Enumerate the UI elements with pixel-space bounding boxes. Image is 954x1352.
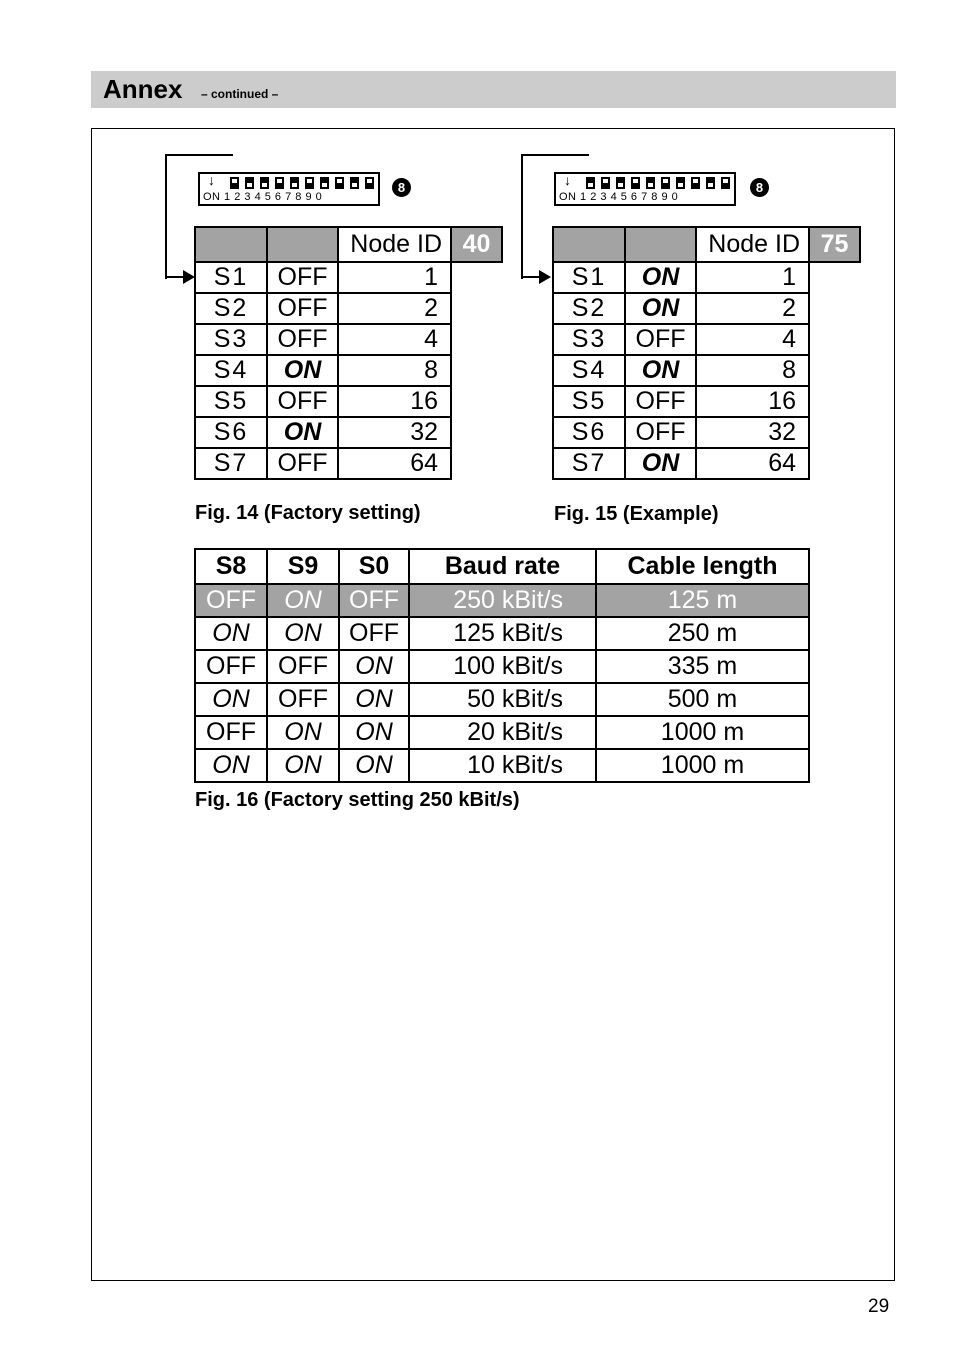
table-row: [553, 262, 860, 293]
dip-toggle: [646, 177, 655, 189]
s8-cell: ON: [195, 617, 267, 650]
s9-cell: ON: [267, 617, 339, 650]
cable-cell: 1000 m: [596, 716, 809, 749]
value-cell: 8: [338, 355, 451, 386]
arrow-right-icon: [539, 270, 551, 284]
s9-cell: ON: [267, 716, 339, 749]
table-row: [195, 355, 502, 386]
header-cell: [625, 227, 696, 262]
dip-toggle: [601, 177, 610, 189]
fig15-caption: Fig. 15 (Example): [554, 503, 719, 525]
header-cell: [195, 227, 267, 262]
header-s8: S8: [195, 549, 267, 584]
switch-cell: S6: [553, 417, 625, 448]
state-cell: OFF: [625, 386, 696, 417]
dip-toggle: [260, 177, 269, 189]
header-cable-length: Cable length: [596, 549, 809, 584]
table-row-highlighted: [195, 584, 809, 617]
switch-cell: S1: [195, 262, 267, 293]
dip-toggle: [335, 177, 344, 189]
table-row: [195, 262, 502, 293]
state-cell: OFF: [267, 262, 338, 293]
fig16-table: [194, 548, 810, 783]
arrow-down-icon: ↓: [208, 172, 215, 188]
dip-toggle: [691, 177, 700, 189]
dip-toggle: [721, 177, 730, 189]
section-subtitle: – continued –: [201, 87, 279, 101]
badge-8-icon: 8: [392, 178, 411, 197]
s9-cell: ON: [267, 584, 339, 617]
table-row: [553, 448, 860, 479]
state-cell: ON: [625, 262, 696, 293]
table-row: [553, 355, 860, 386]
s9-cell: OFF: [267, 683, 339, 716]
value-cell: 32: [338, 417, 451, 448]
dip-toggle: [290, 177, 299, 189]
dip-toggle: [275, 177, 284, 189]
state-cell: OFF: [625, 417, 696, 448]
table-row: [195, 293, 502, 324]
section-header: [91, 71, 896, 108]
switch-cell: S2: [553, 293, 625, 324]
value-cell: 64: [338, 448, 451, 479]
state-cell: OFF: [267, 448, 338, 479]
connector-line: [521, 276, 541, 278]
state-cell: ON: [267, 417, 338, 448]
table-row: [195, 386, 502, 417]
value-cell: 16: [696, 386, 809, 417]
cable-cell: 1000 m: [596, 749, 809, 782]
s0-cell: ON: [339, 683, 409, 716]
s0-cell: ON: [339, 650, 409, 683]
badge-8-icon: 8: [750, 178, 769, 197]
baud-cell: 125 kBit/s: [409, 617, 596, 650]
fig14-caption: Fig. 14 (Factory setting): [195, 502, 421, 524]
header-s9: S9: [267, 549, 339, 584]
arrow-down-icon: ↓: [564, 172, 571, 188]
state-cell: OFF: [625, 324, 696, 355]
header-baud-rate: Baud rate: [409, 549, 596, 584]
header-cell: [267, 227, 338, 262]
dip-toggle: [365, 177, 374, 189]
table-row: [553, 417, 860, 448]
value-cell: 4: [338, 324, 451, 355]
dip-labels: ON 1 2 3 4 5 6 7 8 9 0: [559, 191, 679, 203]
value-cell: 8: [696, 355, 809, 386]
dip-toggle: [320, 177, 329, 189]
value-cell: 64: [696, 448, 809, 479]
dip-toggle: [631, 177, 640, 189]
switch-cell: S7: [195, 448, 267, 479]
switch-cell: S1: [553, 262, 625, 293]
cable-cell: 125 m: [596, 584, 809, 617]
switch-cell: S5: [195, 386, 267, 417]
switch-cell: S6: [195, 417, 267, 448]
s8-cell: ON: [195, 683, 267, 716]
s0-cell: OFF: [339, 617, 409, 650]
value-cell: 2: [338, 293, 451, 324]
fig14-table: [194, 226, 503, 480]
dip-toggle: [661, 177, 670, 189]
s0-cell: OFF: [339, 584, 409, 617]
dip-toggle: [676, 177, 685, 189]
node-id-value: 40: [451, 227, 502, 262]
switch-cell: S4: [553, 355, 625, 386]
s8-cell: OFF: [195, 716, 267, 749]
node-id-label: Node ID: [338, 227, 451, 262]
baud-cell: 10 kBit/s: [409, 749, 596, 782]
state-cell: ON: [267, 355, 338, 386]
s0-cell: ON: [339, 716, 409, 749]
value-cell: 1: [338, 262, 451, 293]
page-number: 29: [868, 1296, 890, 1317]
node-id-value: 75: [809, 227, 860, 262]
fig16-caption: Fig. 16 (Factory setting 250 kBit/s): [195, 789, 520, 811]
dip-labels: ON 1 2 3 4 5 6 7 8 9 0: [203, 191, 323, 203]
state-cell: ON: [625, 355, 696, 386]
state-cell: ON: [625, 293, 696, 324]
cable-cell: 250 m: [596, 617, 809, 650]
header-cell: [553, 227, 625, 262]
s9-cell: OFF: [267, 650, 339, 683]
dip-toggle: [245, 177, 254, 189]
table-row: [195, 617, 809, 650]
state-cell: OFF: [267, 293, 338, 324]
value-cell: 2: [696, 293, 809, 324]
table-row: [195, 650, 809, 683]
table-row: [195, 749, 809, 782]
s9-cell: ON: [267, 749, 339, 782]
switch-cell: S5: [553, 386, 625, 417]
baud-cell: 100 kBit/s: [409, 650, 596, 683]
connector-line: [165, 276, 185, 278]
table-row: [195, 417, 502, 448]
header-s0: S0: [339, 549, 409, 584]
cable-cell: 500 m: [596, 683, 809, 716]
switch-cell: S4: [195, 355, 267, 386]
table-row: [195, 324, 502, 355]
s0-cell: ON: [339, 749, 409, 782]
dip-toggle: [706, 177, 715, 189]
s8-cell: ON: [195, 749, 267, 782]
node-id-label: Node ID: [696, 227, 809, 262]
fig15-table: [552, 226, 861, 480]
s8-cell: OFF: [195, 584, 267, 617]
table-row: [553, 386, 860, 417]
switch-cell: S3: [195, 324, 267, 355]
dip-toggle: [616, 177, 625, 189]
table-row: [195, 683, 809, 716]
baud-cell: 250 kBit/s: [409, 584, 596, 617]
switch-cell: S7: [553, 448, 625, 479]
value-cell: 16: [338, 386, 451, 417]
table-row: [553, 324, 860, 355]
value-cell: 4: [696, 324, 809, 355]
dip-toggle: [305, 177, 314, 189]
state-cell: OFF: [267, 386, 338, 417]
cable-cell: 335 m: [596, 650, 809, 683]
dip-toggle: [350, 177, 359, 189]
switch-cell: S2: [195, 293, 267, 324]
table-row: [553, 293, 860, 324]
table-row: [195, 716, 809, 749]
value-cell: 1: [696, 262, 809, 293]
table-row: [195, 448, 502, 479]
state-cell: ON: [625, 448, 696, 479]
switch-cell: S3: [553, 324, 625, 355]
value-cell: 32: [696, 417, 809, 448]
state-cell: OFF: [267, 324, 338, 355]
section-title: Annex: [103, 74, 183, 104]
baud-cell: 50 kBit/s: [409, 683, 596, 716]
baud-cell: 20 kBit/s: [409, 716, 596, 749]
s8-cell: OFF: [195, 650, 267, 683]
